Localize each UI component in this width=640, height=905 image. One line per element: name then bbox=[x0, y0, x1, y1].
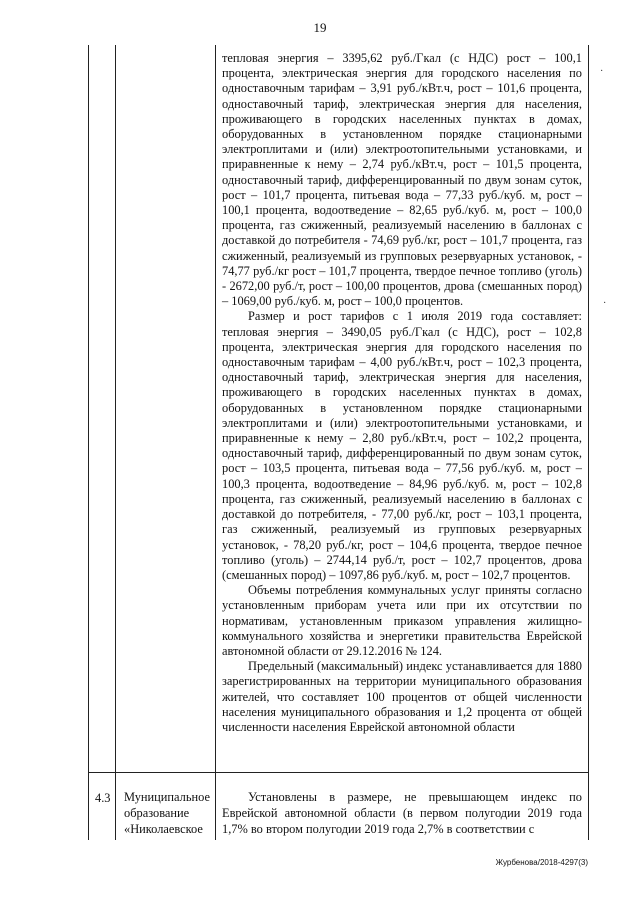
table-border-right bbox=[588, 45, 589, 840]
table-column-divider-1 bbox=[115, 45, 116, 840]
scan-mark-dot: · bbox=[603, 298, 607, 309]
paragraph-index: Предельный (максимальный) индекс устанавливается для 1880 зарегистрированных на территории муниципального образования жителей, что составляет 100 процентов от общей численности населения муниципального образования и 1,2 процента от общей численности населения Еврейской автономной области bbox=[222, 659, 582, 734]
row-description: Установлены в размере, не превышающем индекс по Еврейской автономной области (в первом полугодии 2019 года 1,7% во втором полугодии 2019 года 2,7% в соответствии с bbox=[222, 790, 582, 836]
paragraph-tariffs-jan: тепловая энергия – 3395,62 руб./Гкал (с НДС) рост – 100,1 процента, электрическая энергия для городского населения по одноставочным тарифам – 3,91 руб./кВт.ч, рост – 101,6 процента, одноставочный тариф, электрическая энергия для населения, проживающего в городских населенных пунктах в домах, оборудованных в установленном порядке стационарными электроплитами и (или) электроотопительными установками, и приравненные к нему – 2,74 руб./кВт.ч, рост – 101,5 процента, одноставочный тариф, дифференцированный по двум зонам суток, рост – 101,7 процента, питьевая вода – 77,33 руб./куб. м, рост – 100,1 процента, водоотведение – 82,65 руб./куб. м, рост – 100,0 процента, газ сжиженный, реализуемый населению в баллонах с доставкой до потребителя - 74,69 руб./кг, рост – 101,7 процента, газ сжиженный, реализуемый из групповых резервуарных установок, - 74,77 руб./кг рост – 101,7 процента, твердое печное топливо (уголь) - 2672,00 руб./т, рост – 100,00 процентов, дрова (смешанных пород) – 1069,00 руб./куб. м, рост – 100,0 процентов. bbox=[222, 51, 582, 309]
table-column-divider-2 bbox=[215, 45, 216, 840]
paragraph-consumption: Объемы потребления коммунальных услуг приняты согласно установленным приборам учета или при их отсутствии по нормативам, установленным приказом управления жилищно-коммунального хозяйства и энергетики правительства Еврейской автономной области от 29.12.2016 № 124. bbox=[222, 583, 582, 658]
page-number: 19 bbox=[313, 20, 327, 35]
document-footer-code: Журбенова/2018-4297(3) bbox=[495, 858, 588, 867]
table-row-separator bbox=[88, 772, 588, 773]
paragraph-tariffs-july: Размер и рост тарифов с 1 июля 2019 года составляет: тепловая энергия – 3490,05 руб./Гкал (с НДС), рост – 102,8 процента, электрическая энергия для городского населения по одноставочным тарифам – 4,00 руб./кВт.ч, рост – 102,3 процента, одноставочный тариф, электрическая энергия для населения, проживающего в городских населенных пунктах в домах, оборудованных в установленном порядке стационарными электроплитами и (или) электроотопительными установками, и приравненные к нему – 2,80 руб./кВт.ч, рост – 102,2 процента, одноставочный тариф, дифференцированный по двум зонам суток, рост – 103,5 процента, питьевая вода – 77,56 руб./куб. м, рост – 100,3 процента, водоотведение – 84,96 руб./куб. м, рост – 102,8 процента, газ сжиженный, реализуемый населению в баллонах с доставкой до потребителя, - 77,00 руб./кг, рост – 103,1 процента, газ сжиженный, реализуемый из групповых резервуарных установок, - 78,20 руб./кг, рост – 104,6 процента, твердое печное топливо (уголь) – 2744,14 руб./т, рост – 102,7 процентов, дрова (смешанных пород) – 1097,86 руб./куб. м, рост – 102,7 процентов. bbox=[222, 309, 582, 582]
municipality-name: Муниципальное образование «Николаевское bbox=[124, 790, 210, 836]
table-border-left bbox=[88, 45, 89, 840]
row-number: 4.3 bbox=[95, 791, 111, 805]
tariff-text-cell bbox=[222, 51, 582, 735]
scan-mark-dot: · bbox=[600, 66, 604, 77]
